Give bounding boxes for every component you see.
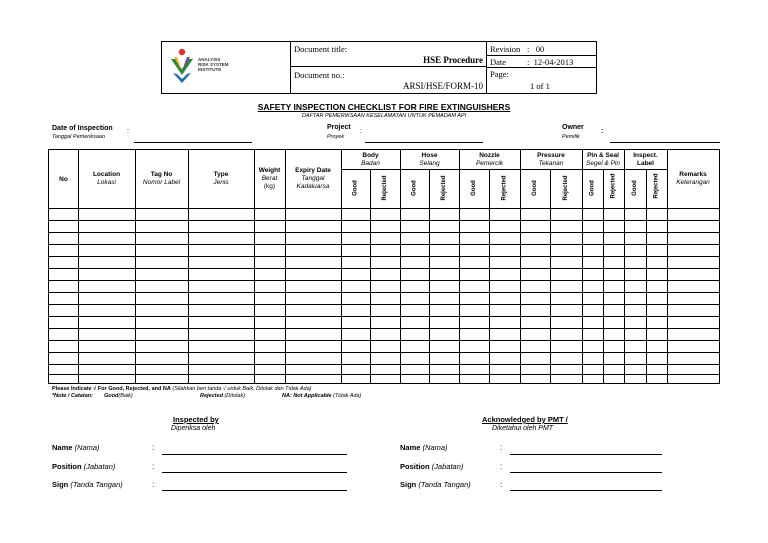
- label-rejected: Rejected: [653, 173, 660, 199]
- pmt-sign-text: Sign: [400, 480, 417, 489]
- pmt-sign-colon: :: [500, 480, 503, 489]
- document-header: [161, 41, 597, 94]
- pmt-position-text: Position: [400, 462, 430, 471]
- project-field[interactable]: [365, 142, 483, 143]
- group-pressure-sub: Tekanan: [538, 160, 564, 167]
- group-pressure: [520, 152, 582, 168]
- pmt-position-colon: :: [500, 462, 503, 471]
- col-tag: [135, 171, 188, 187]
- owner-sub: Pemilik: [562, 134, 580, 140]
- logo-cell: [162, 42, 291, 93]
- inspected-by-sub: Diperiksa oleh: [171, 425, 216, 432]
- revision-label: Revision: [490, 44, 521, 54]
- inspector-name-field[interactable]: [162, 454, 347, 455]
- inspection-table: [48, 149, 720, 384]
- col-type-label: Type: [213, 171, 229, 178]
- date-colon: :: [127, 128, 129, 135]
- group-pressure-label: Pressure: [537, 152, 565, 159]
- col-expiry-sub2: Kadaluarsa: [296, 183, 330, 190]
- group-body: [341, 152, 400, 168]
- acknowledged-by-heading: Acknowledged by PMT /: [482, 415, 568, 424]
- col-no: No: [59, 176, 68, 183]
- col-weight-label: Weight: [258, 167, 281, 174]
- col-expiry-label: Expiry Date: [295, 167, 331, 174]
- form-title: SAFETY INSPECTION CHECKLIST FOR FIRE EXTINGUISHERS: [257, 102, 511, 112]
- owner-label: Owner: [562, 124, 584, 131]
- col-expiry-sub1: Tanggal: [301, 175, 325, 182]
- doc-title-value: HSE Procedure: [423, 55, 483, 65]
- note-rejected: Rejected: [200, 393, 223, 399]
- page-label: Page:: [490, 69, 509, 79]
- date-of-inspection-sub: Tanggal Pemeriksaan: [52, 134, 105, 140]
- col-location: [78, 171, 135, 187]
- note-good: Good: [104, 393, 119, 399]
- doc-no-label: Document no.:: [294, 70, 345, 80]
- group-hose-sub: Selang: [419, 160, 440, 167]
- col-type: [188, 171, 254, 187]
- group-inspect-label: [624, 152, 667, 168]
- pmt-position-field[interactable]: [510, 472, 662, 473]
- group-pin-label: Pin & Seal: [587, 152, 619, 159]
- owner-colon: :: [601, 128, 604, 135]
- date-of-inspection-field[interactable]: [134, 142, 252, 143]
- document-info: [291, 42, 487, 93]
- legend-note-bold: Please Indicate √ For Good, Rejected, and NA: [52, 386, 171, 392]
- group-pin-sub: Segel & Pin: [586, 160, 620, 167]
- col-type-sub: Jenis: [213, 179, 229, 186]
- inspector-position-text: Position: [52, 462, 82, 471]
- inspector-sign-colon: :: [152, 480, 155, 489]
- group-nozzle: [459, 152, 520, 168]
- doc-title-label: Document title:: [294, 44, 348, 54]
- group-hose-label: Hose: [421, 152, 438, 159]
- inspector-position-colon: :: [152, 462, 155, 471]
- col-tag-label: Tag No: [150, 171, 173, 178]
- col-weight: [254, 167, 285, 191]
- label-good: Good: [632, 180, 638, 196]
- col-expiry: [285, 167, 341, 191]
- form-subtitle: DAFTAR PEMERIKSAAN KESELAMATAN UNTUK PEMADAM API: [301, 113, 467, 119]
- pmt-position-sub: (Jabatan): [431, 462, 464, 471]
- group-inspect-line1: Inspect.: [633, 152, 658, 159]
- logo-text-1: ANALYSIS: [198, 57, 221, 62]
- pmt-sign-label: [400, 480, 471, 489]
- inspector-sign-sub: (Tanda Tangan): [70, 480, 123, 489]
- inspector-sign-field[interactable]: [162, 490, 347, 491]
- project-label: Project: [327, 124, 351, 131]
- date-value: : 12-04-2013: [527, 57, 574, 67]
- note-na-sub: (Tidak Ada): [333, 393, 362, 399]
- col-weight-unit: (kg): [263, 183, 276, 190]
- revision-value: : 00: [527, 44, 545, 54]
- body-rejected: Rejected: [382, 175, 388, 201]
- page-value: 1 of 1: [530, 81, 550, 91]
- col-remarks: [667, 171, 719, 187]
- col-remarks-sub: Keterangan: [676, 179, 710, 186]
- inspector-sign-text: Sign: [52, 480, 69, 489]
- pin-good: Good: [589, 180, 596, 196]
- owner-field[interactable]: [610, 142, 720, 143]
- group-body-sub: Badan: [361, 160, 380, 167]
- col-remarks-label: Remarks: [679, 171, 707, 178]
- hose-rejected: Rejected: [441, 175, 447, 201]
- group-nozzle-sub: Pemercik: [475, 160, 504, 167]
- inspector-name-colon: :: [152, 443, 155, 452]
- nozzle-rejected: Rejected: [501, 175, 508, 201]
- acknowledged-by-sub: Diketahui oleh PMT: [492, 425, 554, 432]
- note-na: NA: Not Applicable: [282, 393, 332, 399]
- pmt-name-sub: (Nama): [422, 443, 448, 452]
- note-rejected-wrap: [200, 393, 245, 399]
- col-location-label: Location: [92, 171, 121, 178]
- date-of-inspection-label: Date of Inspection: [52, 125, 113, 132]
- group-body-label: Body: [362, 152, 379, 159]
- pressure-rejected: Rejected: [563, 175, 569, 201]
- inspector-position-field[interactable]: [162, 472, 347, 473]
- inspector-sign-label: [52, 480, 123, 489]
- pmt-name-text: Name: [400, 443, 421, 452]
- pmt-sign-sub: (Tanda Tangan): [418, 480, 471, 489]
- body-good: Good: [352, 180, 359, 196]
- pmt-name-colon: :: [500, 443, 503, 452]
- project-colon: :: [360, 128, 362, 135]
- pmt-sign-field[interactable]: [510, 490, 662, 491]
- inspector-name-text: Name: [52, 443, 73, 452]
- pmt-name-label: [400, 443, 448, 452]
- company-logo-icon: [169, 47, 195, 85]
- col-location-sub: Lokasi: [97, 179, 116, 186]
- note-rejected-sub: (Ditolak): [224, 393, 245, 399]
- inspected-by-heading: Inspected by: [173, 415, 219, 424]
- legend-note-line1: [52, 386, 312, 392]
- doc-no-value: ARSI/HSE/FORM-10: [402, 81, 483, 91]
- inspector-position-sub: (Jabatan): [83, 462, 116, 471]
- logo-text-2: RISK SYSTEM: [198, 62, 229, 67]
- group-inspect-line2: Label: [637, 160, 654, 167]
- logo-text-3: INSTITUTE: [198, 67, 222, 72]
- note-good-sub: (Baik): [118, 393, 133, 399]
- inspector-name-sub: (Nama): [74, 443, 100, 452]
- legend-note-italic: (Silahkan beri tanda √ untuk Baik, Ditolak dan Tidak Ada): [172, 386, 312, 392]
- legend-note-line2: [52, 393, 133, 399]
- group-pin-seal: [582, 152, 624, 168]
- pin-rejected: Rejected: [610, 173, 617, 199]
- pressure-good: Good: [532, 180, 538, 196]
- note-label: *Note / Catatan:: [52, 393, 93, 399]
- inspector-position-label: [52, 462, 115, 471]
- note-na-wrap: [282, 393, 361, 399]
- pmt-position-label: [400, 462, 463, 471]
- project-sub: Proyek: [327, 134, 345, 140]
- nozzle-good: Good: [471, 180, 477, 196]
- col-tag-sub: Nomor Label: [142, 179, 181, 186]
- group-hose: [400, 152, 459, 168]
- revision-info: [487, 42, 596, 93]
- col-weight-sub: Berat: [261, 175, 278, 182]
- inspector-name-label: [52, 443, 100, 452]
- hose-good: Good: [411, 180, 418, 196]
- pmt-name-field[interactable]: [510, 454, 662, 455]
- group-nozzle-label: Nozzle: [479, 152, 500, 159]
- date-label: Date: [490, 57, 507, 67]
